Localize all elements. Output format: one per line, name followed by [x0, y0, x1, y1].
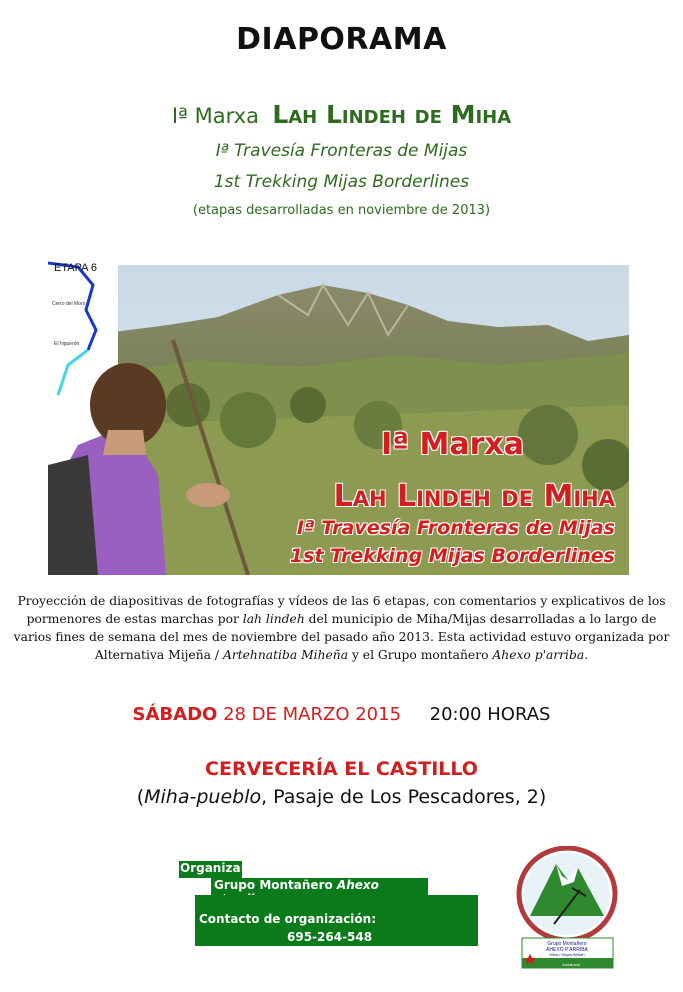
contact-phone: 695-264-548 — [287, 930, 373, 944]
logo-line-4: Andalucía — [562, 962, 580, 967]
subtitle-spanish: Iª Travesía Fronteras de Mijas — [215, 141, 468, 161]
subtitle-prefix: Iª Marxa — [171, 104, 259, 128]
contact-label: Contacto de organización: — [199, 912, 377, 926]
logo-line-1: Grupo Montañero — [547, 941, 587, 947]
organizer-label: Organiza: — [179, 861, 242, 878]
overlay-title-4: 1st Trekking Mijas Borderlines — [289, 545, 615, 567]
event-address — [0, 786, 683, 808]
subtitle — [0, 100, 683, 129]
overlay-title-1: Iª Marxa — [380, 427, 524, 462]
subtitle-name: Lah Lindeh de Miha — [272, 100, 512, 129]
event-date-text: 28 DE MARZO 2015 — [223, 704, 402, 725]
desc-part-3: y el Grupo montañero — [348, 648, 493, 662]
subtitle-english: 1st Trekking Mijas Borderlines — [213, 172, 470, 192]
desc-italic-3: Ahexo p'arriba — [492, 648, 585, 662]
address-street: , Pasaje de Los Pescadores, 2) — [261, 786, 547, 808]
logo-line-2: AHEXO P'ARRIBA — [546, 947, 588, 953]
event-venue: CERVECERÍA EL CASTILLO — [205, 758, 478, 780]
address-open: ( — [136, 786, 145, 808]
desc-part-1: Proyección de diapositivas de fotografías y vídeos de las 6 etapas, con comentarios y explicativos de los pormenores de estas marchas por — [17, 594, 666, 626]
overlay-title-2: Lah Lindeh de Miha — [333, 479, 615, 514]
logo-line-3: Miha / Muyer/Mihah — [549, 952, 585, 957]
event-weekday: SÁBADO — [132, 704, 218, 725]
organizer-name — [211, 878, 428, 895]
map-place-1: Cerro del Moro — [52, 301, 86, 307]
event-datetime — [0, 704, 683, 725]
desc-part-2: del municipio de Miha/Mijas desarrolladas a lo largo de varios fines de semana del mes de noviembre del pasado año 2013. Esta actividad estuvo organizada por Alternativa Mijeña / — [13, 612, 670, 662]
club-logo — [516, 846, 619, 971]
organizer-name-prefix: Grupo Montañero — [214, 878, 337, 892]
map-place-2: El higuerón — [54, 341, 80, 347]
map-stage-label: ETAPA 6 — [54, 262, 98, 274]
hiking-photo — [48, 255, 629, 575]
contact-box — [195, 895, 478, 946]
page-title: DIAPORAMA — [236, 22, 447, 57]
desc-italic-2: Artehnatiba Miheña — [222, 648, 349, 662]
desc-part-4: . — [584, 648, 589, 662]
organizer-name-italic: Ahexo — [336, 878, 379, 892]
address-town: Miha-pueblo — [144, 786, 262, 808]
overlay-title-3: Iª Travesía Fronteras de Mijas — [296, 517, 615, 539]
event-description — [6, 592, 677, 664]
subtitle-dates: (etapas desarrolladas en noviembre de 2013) — [192, 203, 491, 218]
desc-italic-1: lah lindeh — [242, 612, 305, 626]
mountain-logo-icon — [516, 846, 619, 971]
event-time: 20:00 HORAS — [429, 704, 551, 725]
event-date — [133, 704, 402, 725]
